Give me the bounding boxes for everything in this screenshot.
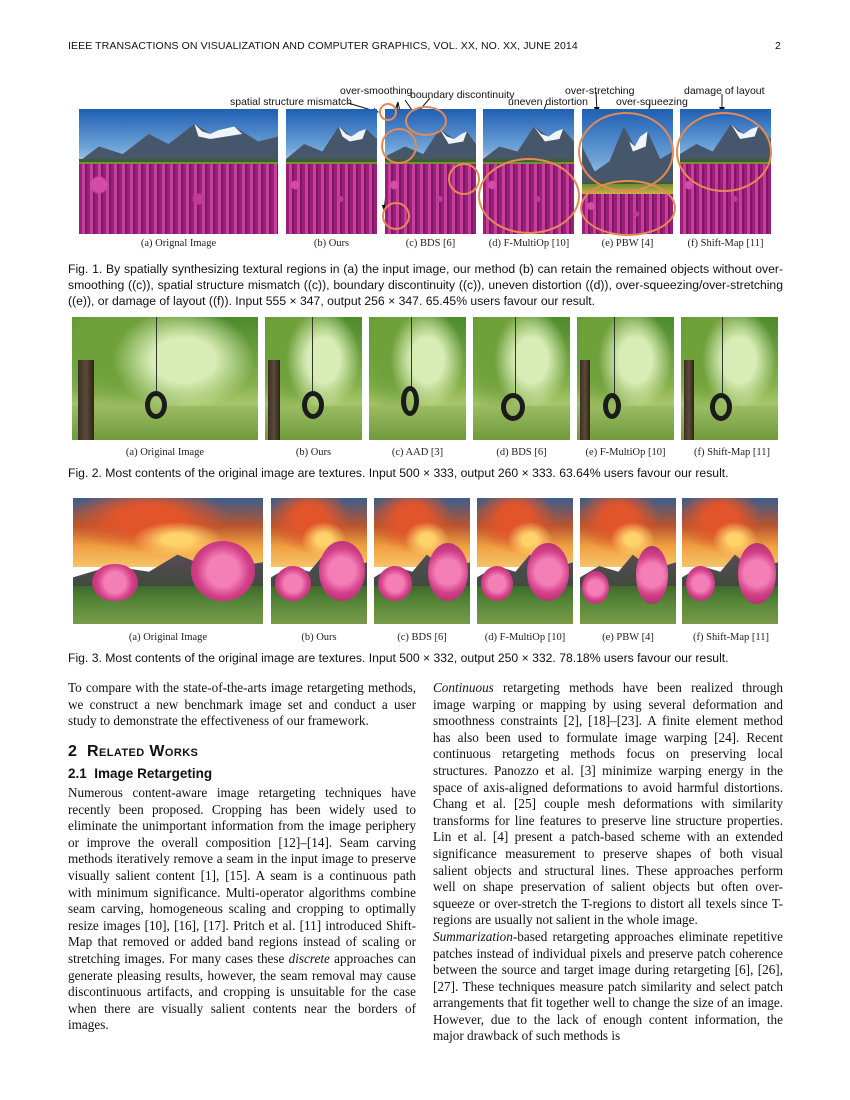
fig2-image-a	[72, 317, 258, 440]
annotation-spatial-structure-mismatch: spatial structure mismatch	[230, 96, 352, 108]
fig1-caption	[68, 261, 783, 309]
section-title: Related Works	[87, 742, 199, 760]
annotation-uneven-distortion: uneven distortion	[508, 96, 588, 108]
annotation-circle	[382, 202, 410, 230]
fig3-subcaption: (c) BDS [6]	[397, 632, 447, 643]
fig2-image-d	[473, 317, 570, 440]
paragraph-text: approaches can generate pleasing results, however, the seam removal may cause discontinuous artifacts, and cropping is unsuitable for the case when there are visually salient contents near the borders of images.	[68, 950, 417, 1033]
fig2-caption	[68, 465, 783, 481]
fig1-subcaption: (c) BDS [6]	[405, 238, 456, 249]
fig2-subcaption: (e) F-MultiOp [10]	[585, 447, 666, 458]
fig1-subcaption: (a) Orignal Image	[140, 238, 217, 249]
left-column	[68, 680, 416, 1034]
fig3-image-f	[682, 498, 778, 624]
fig1-subcaption: (e) PBW [4]	[601, 238, 654, 249]
fig1-image-a	[79, 109, 278, 234]
fig1-caption-text: By spatially synthesizing textural regions in (a) the input image, our method (b) can retain the remained objects without over-smoothing ((c)), spatial structure mismatch ((c)), boundary discontinuity ((c)), uneven distortion ((d)), over-squeezing/over-stretching ((e)), or damage of layout ((f)). Input 555 × 347, output 256 × 347. 65.45% users favour our result.	[68, 262, 784, 308]
fig3-caption-text: Most contents of the original image are textures. Input 500 × 332, output 250 × 332. 78.18% users favour our result.	[105, 651, 729, 665]
fig3-subcaption: (f) Shift-Map [11]	[692, 632, 769, 643]
paragraph	[68, 785, 416, 1034]
paragraph-text: -based retargeting approaches eliminate repetitive patches instead of individual pixels and preserve patch coherence between the source and target image during retargeting [6], [26], [27]. These techniques measure patch similarity and select patch arrangements that fit together well to change the size of an image. However, due to the lack of enough content information, the major drawback of such methods is	[433, 928, 783, 1044]
fig3-subcaption: (e) PBW [4]	[602, 632, 654, 643]
annotation-over-smoothing: over-smoothing	[340, 85, 413, 97]
fig1-subcaption: (f) Shift-Map [11]	[687, 238, 764, 249]
annotation-circle	[448, 163, 480, 195]
paragraph-text: Numerous content-aware image retargeting techniques have recently been proposed. Cropping has been widely used to eliminate the unimportant information from the image periphery or improve the overall composition [12]–[14]. Seam carving methods iteratively remove a seam in the input image to preserve visually salient content [1], [15]. A seam is a continuous path with minimum significance. Multi-operator algorithms combine seam carving, homogeneous scaling and cropping to optimally resize images [10], [16], [17]. Pritch et al. [11] introduced Shift-Map that removed or added band regions instead of scaling or stretching images. For many cases these	[68, 784, 416, 966]
fig3-image-d	[477, 498, 573, 624]
fig2-image-c	[369, 317, 466, 440]
subsection-heading	[68, 766, 416, 783]
fig3-image-b	[271, 498, 367, 624]
annotation-boundary-discontinuity: boundary discontinuity	[410, 89, 515, 101]
right-column	[433, 680, 783, 1045]
fig3-subcaption: (d) F-MultiOp [10]	[484, 632, 566, 643]
paragraph	[433, 929, 783, 1045]
fig1-subcaption: (b) Ours	[313, 238, 350, 249]
fig2-subcaption: (c) AAD [3]	[391, 447, 444, 458]
fig1-subcaption: (d) F-MultiOp [10]	[488, 238, 570, 249]
annotation-circle	[478, 158, 580, 234]
fig1-image-b	[286, 109, 377, 234]
section-number: 2	[68, 742, 78, 760]
fig2-subcaption: (f) Shift-Map [11]	[693, 447, 770, 458]
emphasis: Continuous	[433, 680, 494, 695]
emphasis: discrete	[288, 950, 330, 966]
annotation-circle	[405, 106, 447, 136]
fig3-subcaption: (b) Ours	[301, 632, 337, 643]
fig2-image-f	[681, 317, 778, 440]
fig2-subcaption: (d) BDS [6]	[496, 447, 547, 458]
paragraph	[433, 680, 783, 929]
section-heading	[68, 744, 416, 761]
annotation-circle	[676, 112, 772, 192]
fig2-image-e	[577, 317, 674, 440]
subsection-title: Image Retargeting	[94, 766, 213, 782]
fig3-image-a	[73, 498, 263, 624]
fig2-caption-text: Most contents of the original image are textures. Input 500 × 333, output 260 × 333. 63.64% users favour our result.	[105, 466, 729, 480]
fig3-label: Fig. 3.	[68, 651, 102, 665]
fig2-subcaption: (b) Ours	[295, 447, 332, 458]
annotation-circle	[381, 128, 417, 164]
fig3-image-c	[374, 498, 470, 624]
paragraph-text: retargeting methods have been realized through image warping or mapping by using several deformation and smoothness constraints [2], [18]–[23]. A finite element method has also been used to formulate image warping [24]. Recent continuous retargeting methods focus on preserving local structures. Panozzo et al. [3] minimize warping energy in the space of axis-aligned deformations to avoid harmful distortions. Chang et al. [25] couple mesh deformations with similarity transforms for line features to preserve line structure properties. Lin et al. [4] present a patch-based scheme with an extended significance measurement to preserve shapes of both visual salient objects and structural lines. These approaches perform well on shape preservation of salient objects but often over-squeeze or over-stretch the T-regions to distort all texels since T-regions are usually not salient in the whole image.	[433, 680, 784, 928]
subsection-number: 2.1	[68, 766, 87, 782]
fig3-image-e	[580, 498, 676, 624]
fig2-label: Fig. 2.	[68, 466, 102, 480]
fig3-subcaption: (a) Original Image	[128, 632, 208, 643]
fig2-subcaption: (a) Original Image	[125, 447, 205, 458]
intro-paragraph: To compare with the state-of-the-arts image retargeting methods, we construct a new benchmark image set and conduct a user study to demonstrate the effectiveness of our framework.	[68, 680, 416, 729]
annotation-circle	[580, 180, 676, 236]
fig1-label: Fig. 1.	[68, 262, 103, 276]
fig3-caption	[68, 650, 783, 666]
annotation-damage-of-layout: damage of layout	[684, 85, 765, 97]
running-header: IEEE TRANSACTIONS ON VISUALIZATION AND COMPUTER GRAPHICS, VOL. XX, NO. XX, JUNE 2014	[68, 40, 578, 52]
emphasis: Summarization	[433, 928, 513, 944]
annotation-over-stretching: over-stretching	[565, 85, 635, 97]
fig2-image-b	[265, 317, 362, 440]
annotation-circle	[379, 103, 397, 121]
annotation-over-squeezing: over-squeezing	[616, 96, 688, 108]
page-number: 2	[775, 40, 781, 52]
